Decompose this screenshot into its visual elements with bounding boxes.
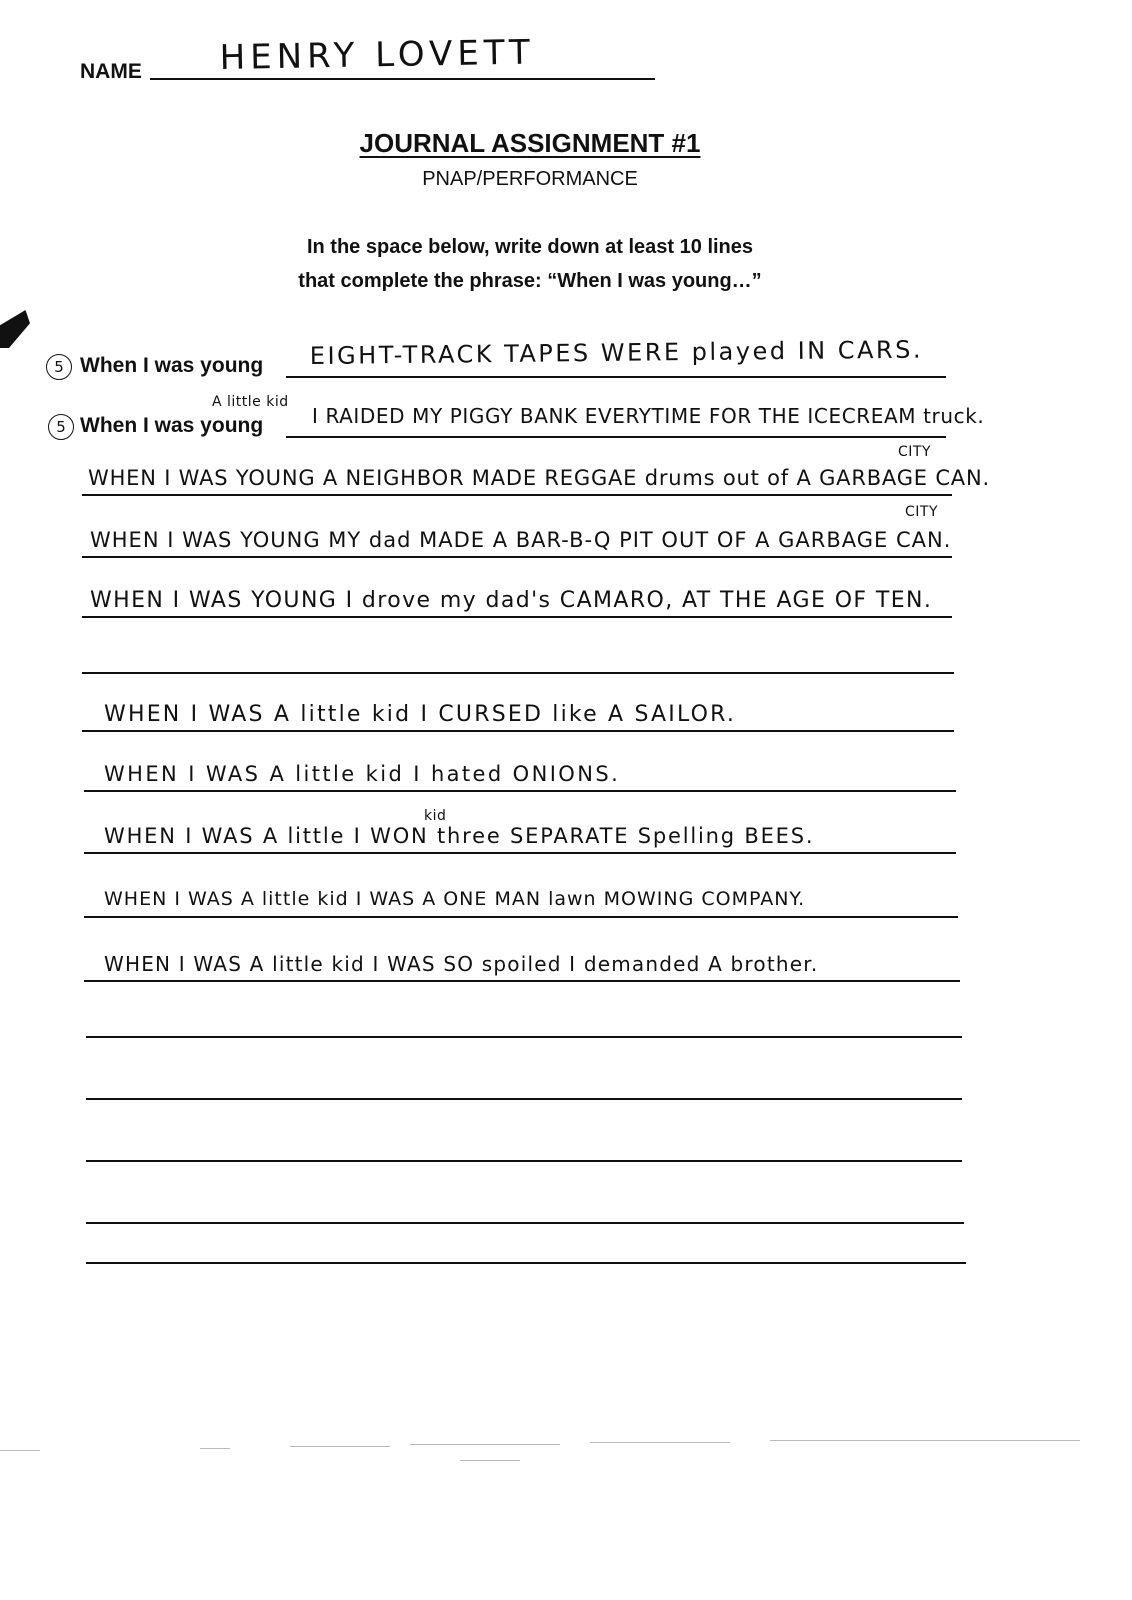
handwritten-entry: EIGHT-TRACK TAPES WERE played IN CARS. [309,335,924,370]
handwritten-entry: WHEN I WAS A little kid I WAS SO spoiled I demanded A brother. [104,952,819,976]
inserted-note: CITY [898,444,932,460]
writing-line [84,916,958,918]
margin-mark-icon [0,310,30,348]
handwritten-entry: WHEN I WAS A little kid I WAS A ONE MAN lawn MOWING COMPANY. [104,888,806,910]
handwritten-entry: WHEN I WAS YOUNG A NEIGHBOR MADE REGGAE drums out of A GARBAGE CAN. [88,466,990,490]
writing-line [82,494,952,496]
writing-line [82,556,952,558]
handwritten-entry: WHEN I WAS A little kid I CURSED like A SAILOR. [104,702,737,727]
handwritten-entry: WHEN I WAS YOUNG MY dad MADE A BAR-B-Q PIT OUT OF A GARBAGE CAN. [90,528,952,552]
score-circle: 5 [48,414,74,440]
name-underline [150,78,655,80]
instructions-line-2: that complete the phrase: “When I was young…” [298,270,762,292]
writing-line [286,376,946,378]
writing-line [86,1222,964,1224]
name-label: NAME [80,60,142,83]
handwritten-entry: WHEN I WAS A little I WON three SEPARATE Spelling BEES. [104,824,815,848]
prompt-label: When I was young [80,414,264,437]
writing-line [82,672,954,674]
page-title-text: JOURNAL ASSIGNMENT #1 [359,128,701,158]
prompt-label: When I was young [80,354,264,377]
writing-line [82,616,952,618]
handwritten-entry: WHEN I WAS YOUNG I drove my dad's CAMARO, AT THE AGE OF TEN. [90,588,933,613]
writing-line [84,852,956,854]
writing-line [86,1160,962,1162]
instructions-line-1: In the space below, write down at least 10 lines [306,236,754,258]
page-title [0,128,1060,159]
score-circle: 5 [46,354,72,380]
writing-line [84,790,956,792]
instructions [0,230,1060,298]
writing-line [84,980,960,982]
page-subtitle: PNAP/PERFORMANCE [422,168,638,190]
scan-edge-artifact [0,1438,1132,1458]
handwritten-entry: I RAIDED MY PIGGY BANK EVERYTIME FOR THE ICECREAM truck. [312,404,985,428]
writing-line [86,1262,966,1264]
name-handwritten: HENRY LOVETT [219,32,536,78]
inserted-note: CITY [905,504,939,520]
writing-line [86,1098,962,1100]
writing-line [286,436,946,438]
writing-line [82,730,954,732]
handwritten-entry: WHEN I WAS A little kid I hated ONIONS. [104,762,621,786]
inserted-note: kid [424,808,447,824]
writing-line [86,1036,962,1038]
inserted-note: A little kid [212,394,289,410]
